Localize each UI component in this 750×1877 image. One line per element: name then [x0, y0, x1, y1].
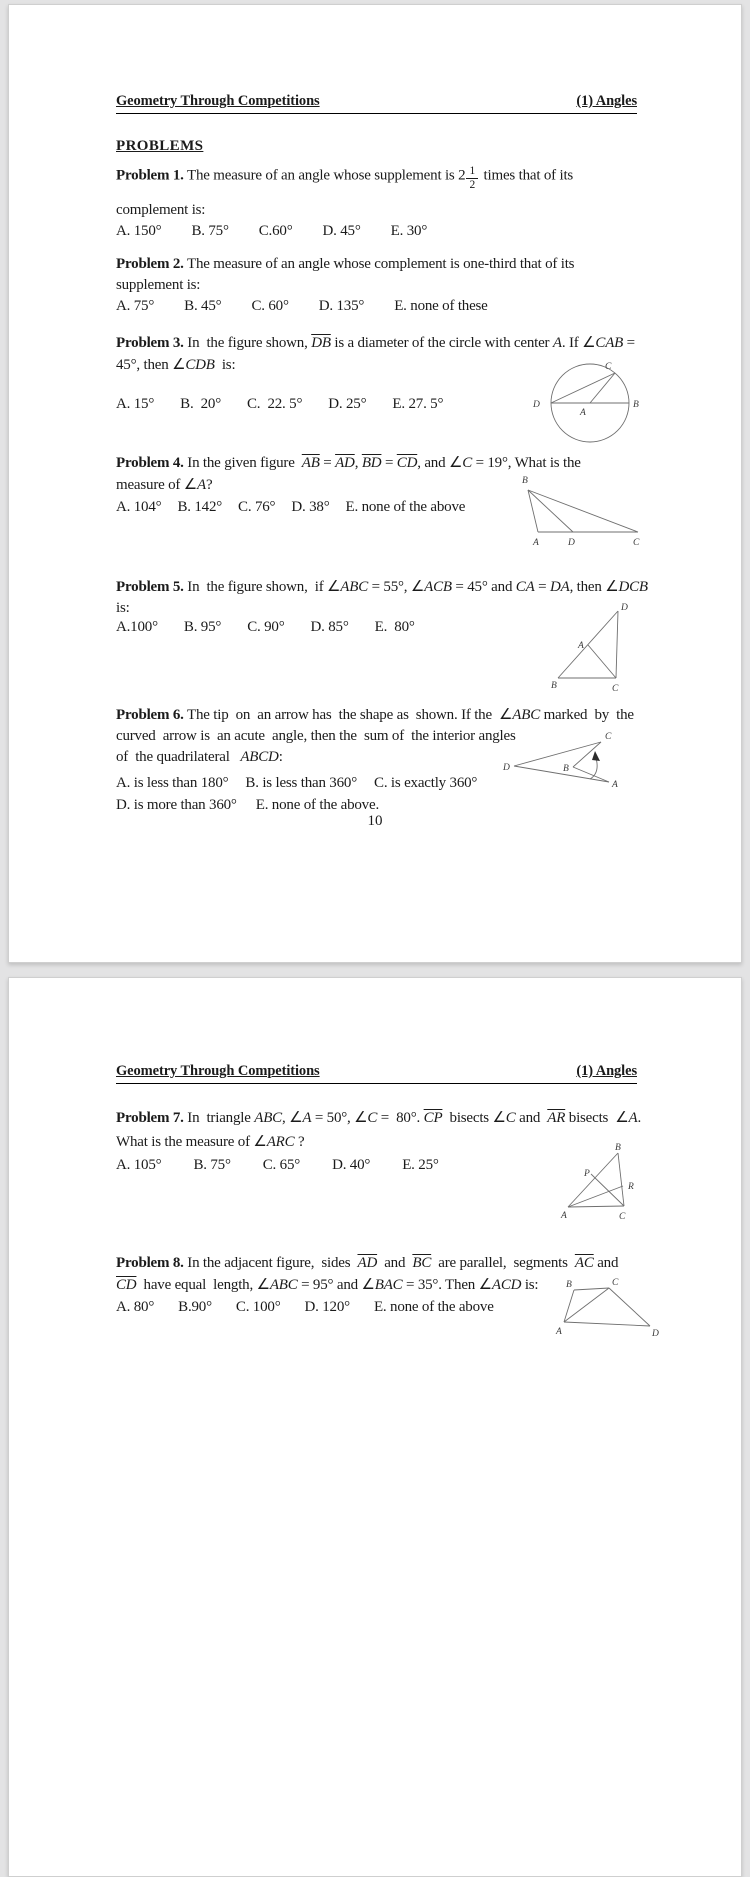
answer-option: A.100° [116, 619, 158, 635]
section-title: PROBLEMS [116, 138, 204, 154]
problem-8-line-1: Problem 8. In the adjacent figure, sides $\overline{AD}$ and $\overline{BC}$ are parallel, segments $\overline{AC}$ and [116, 1255, 619, 1271]
problem-3-figure-circle [525, 355, 653, 449]
problem-1-line-2: complement is: [116, 202, 206, 218]
problem-8-options [116, 1298, 494, 1317]
answer-option: E. none of the above [373, 1299, 494, 1315]
point-label-a: A [533, 538, 539, 548]
page-number: 10 [367, 813, 383, 829]
point-label-b: B [615, 1143, 621, 1153]
point-label-r: R [628, 1182, 634, 1192]
problem-5-figure-triangle [549, 601, 634, 696]
answer-option: E. 27. 5° [392, 396, 444, 412]
problem-6-line-3: of the quadrilateral ABCD: [116, 749, 283, 765]
answer-option: E. none of the above. [255, 797, 379, 813]
answer-option: C. 65° [262, 1157, 301, 1173]
answer-option: D. is more than 360° [116, 797, 237, 813]
point-label-c: C [612, 1278, 619, 1288]
problem-3-line-1: Problem 3. In the figure shown, $\overline{DB}$ is a diameter of the circle with center A. If ∠CAB = [116, 335, 635, 351]
point-label-d: D [568, 538, 575, 548]
problem-6-options-row-1 [116, 774, 477, 793]
point-label-b: B [522, 476, 528, 486]
answer-option: E. 80° [374, 619, 415, 635]
problem-3-line-2: 45°, then ∠CDB is: [116, 357, 236, 373]
point-label-c: C [605, 362, 612, 372]
answer-option: E. none of these [394, 298, 488, 314]
problem-5-options [116, 618, 415, 637]
point-label-d: D [621, 603, 628, 613]
problem-1-line-1: Problem 1. The measure of an angle whose supplement is 2 $\frac{1}{2}$ times that of its [116, 165, 574, 192]
answer-option: C. 100° [235, 1299, 281, 1315]
header-title: Geometry Through Competitions [116, 1063, 320, 1079]
problem-7-options [116, 1156, 439, 1175]
point-label-c: C [633, 538, 640, 548]
problem-6-line-2: curved arrow is an acute angle, then the sum of the interior angles [116, 728, 516, 744]
answer-option: E. none of the above [345, 499, 466, 515]
page-2 [8, 977, 742, 1877]
point-label-b: B [633, 400, 639, 410]
point-label-b: B [551, 681, 557, 691]
point-label-b: B [566, 1280, 572, 1290]
point-label-c: C [612, 684, 619, 694]
answer-option: E. 25° [402, 1157, 439, 1173]
page-header [116, 93, 637, 114]
point-label-a: A [612, 780, 618, 790]
point-label-a: A [561, 1211, 567, 1221]
answer-option: B. 20° [180, 396, 221, 412]
answer-option: B. is less than 360° [245, 775, 358, 791]
point-label-d: D [533, 400, 540, 410]
point-label-a: A [556, 1327, 562, 1337]
problem-2-line-1: Problem 2. The measure of an angle whose complement is one-third that of its [116, 256, 575, 272]
answer-option: D. 85° [310, 619, 349, 635]
problem-6-line-1: Problem 6. The tip on an arrow has the shape as shown. If the ∠ABC marked by the [116, 707, 634, 723]
point-label-d: D [503, 763, 510, 773]
point-label-a: A [580, 408, 586, 418]
answer-option: A. 80° [116, 1299, 155, 1315]
problem-7-line-2: What is the measure of ∠ARC ? [116, 1134, 305, 1150]
answer-option: C. 22. 5° [247, 396, 303, 412]
answer-option: C. 90° [247, 619, 285, 635]
curved-arrowhead [592, 751, 600, 761]
answer-option: B. 142° [177, 499, 223, 515]
header-chapter: (1) Angles [576, 1063, 637, 1079]
point-label-b: B [563, 764, 569, 774]
answer-option: D. 120° [304, 1299, 350, 1315]
answer-option: A. 105° [116, 1157, 162, 1173]
page-header [116, 1063, 637, 1084]
problem-2-line-2: supplement is: [116, 277, 201, 293]
problem-4-line-2: measure of ∠A? [116, 477, 213, 493]
answer-option: B.90° [178, 1299, 212, 1315]
problem-7-line-1: Problem 7. In triangle ABC, ∠A = 50°, ∠C = 80°. $\overline{CP}$ bisects ∠C and $\overline{AR}$ bisects ∠A. [116, 1110, 642, 1126]
problem-5-line-1: Problem 5. In the figure shown, if ∠ABC = 55°, ∠ACB = 45° and CA = DA, then ∠DCB [116, 579, 648, 595]
problem-4-options [116, 498, 465, 517]
header-chapter: (1) Angles [576, 93, 637, 109]
problem-5-line-2: is: [116, 600, 130, 616]
answer-option: A. 150° [116, 223, 162, 239]
problem-4-figure-triangle [513, 471, 653, 549]
answer-option: B. 75° [193, 1157, 231, 1173]
answer-option: D. 45° [322, 223, 361, 239]
answer-option: C. is exactly 360° [374, 775, 478, 791]
answer-option: C.60° [258, 223, 293, 239]
problem-4-line-1: Problem 4. In the given figure $\overline{AB} = \overline{AD}$, $\overline{BD} = \overline{CD}$, and ∠C = 19°, What is the [116, 455, 581, 471]
answer-option: D. 40° [332, 1157, 371, 1173]
answer-option: D. 25° [328, 396, 367, 412]
page-1 [8, 4, 742, 963]
problem-8-figure-trapezoid [551, 1274, 676, 1338]
problem-8-line-2: $\overline{CD}$ have equal length, ∠ABC = 95° and ∠BAC = 35°. Then ∠ACD is: [116, 1277, 539, 1293]
problem-6-figure-arrow-tip [498, 728, 626, 792]
problem-1-options [116, 222, 427, 241]
answer-option: D. 135° [318, 298, 365, 314]
fraction: $\frac{1}{2}$ [466, 165, 478, 192]
point-label-c: C [619, 1212, 626, 1222]
point-label-p: P [584, 1169, 590, 1179]
problem-3-options [116, 395, 443, 414]
answer-option: A. is less than 180° [116, 775, 229, 791]
answer-option: B. 45° [184, 298, 222, 314]
answer-option: C. 76° [238, 499, 276, 515]
problem-7-figure-triangle [557, 1142, 675, 1224]
problem-2-options [116, 297, 488, 316]
answer-option: C. 60° [251, 298, 289, 314]
answer-option: B. 95° [183, 619, 222, 635]
point-label-a: A [578, 641, 584, 651]
answer-option: A. 75° [116, 298, 155, 314]
answer-option: B. 75° [191, 223, 229, 239]
answer-option: A. 15° [116, 396, 155, 412]
point-label-c: C [605, 732, 612, 742]
point-label-d: D [652, 1329, 659, 1338]
answer-option: D. 38° [291, 499, 330, 515]
header-title: Geometry Through Competitions [116, 93, 320, 109]
answer-option: E. 30° [390, 223, 428, 239]
answer-option: A. 104° [116, 499, 162, 515]
